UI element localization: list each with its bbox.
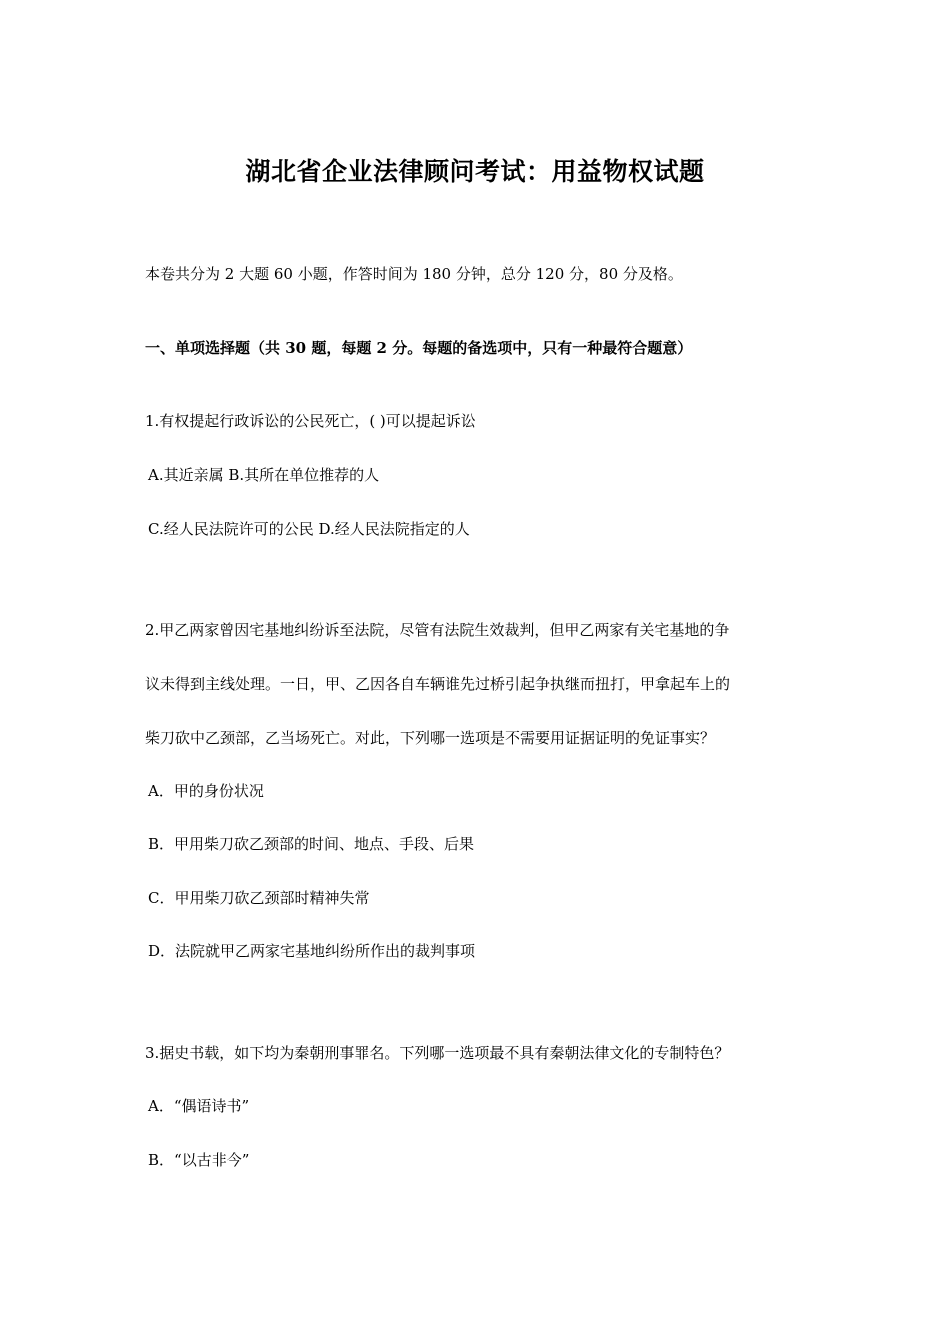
document-title: 湖北省企业法律顾问考试：用益物权试题 <box>245 157 705 186</box>
question-option: D．法院就甲乙两家宅基地纠纷所作出的裁判事项 <box>148 942 476 960</box>
question-stem: 议未得到主线处理。一日，甲、乙因各自车辆谁先过桥引起争执继而扭打，甲拿起车上的 <box>145 675 731 693</box>
question-option: A．“偶语诗书” <box>148 1097 250 1115</box>
question-stem: 2.甲乙两家曾因宅基地纠纷诉至法院，尽管有法院生效裁判，但甲乙两家有关宅基地的争 <box>145 621 730 639</box>
question-option: A.其近亲属 B.其所在单位推荐的人 <box>148 466 380 484</box>
question-stem: 3.据史书载，如下均为秦朝刑事罪名。下列哪一选项最不具有秦朝法律文化的专制特色？ <box>145 1044 730 1062</box>
question-option: A．甲的身份状况 <box>148 782 264 800</box>
question-option: B．甲用柴刀砍乙颈部的时间、地点、手段、后果 <box>148 835 475 853</box>
question-stem: 1.有权提起行政诉讼的公民死亡，( )可以提起诉讼 <box>145 412 476 430</box>
exam-intro: 本卷共分为 2 大题 60 小题，作答时间为 180 分钟，总分 120 分，80 分及格。 <box>145 265 683 283</box>
question-option: B．“以古非今” <box>148 1151 250 1169</box>
question-stem: 柴刀砍中乙颈部，乙当场死亡。对此，下列哪一选项是不需要用证据证明的免证事实？ <box>145 729 716 747</box>
question-option: C.经人民法院许可的公民 D.经人民法院指定的人 <box>148 520 470 538</box>
section-heading: 一、单项选择题（共 30 题，每题 2 分。每题的备选项中，只有一种最符合题意） <box>145 339 693 357</box>
question-option: C．甲用柴刀砍乙颈部时精神失常 <box>148 889 370 907</box>
